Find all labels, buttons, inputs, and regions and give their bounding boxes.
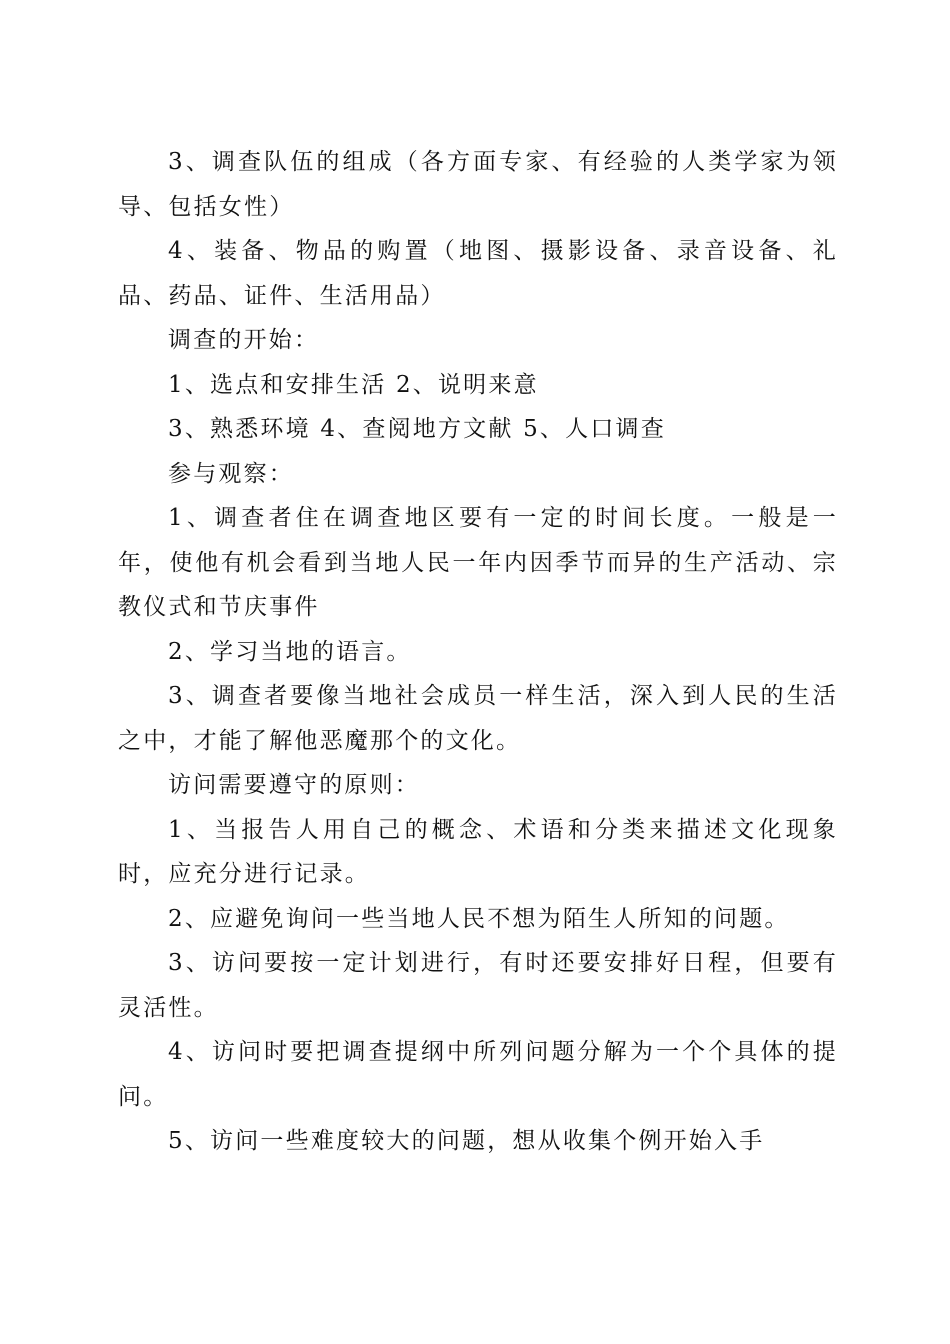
heading-interview-principles: 访问需要遵守的原则： <box>168 772 420 798</box>
paragraph-residence-duration: 1、调查者住在调查地区要有一定的时间长度。一般是一年，使他有机会看到当地人民一年内因季节而异的生产活动、宗教仪式和节庆事件 <box>118 505 838 620</box>
paragraph-environment: 3、熟悉环境 4、查阅地方文献 5、人口调查 <box>168 416 666 442</box>
paragraph-learn-language: 2、学习当地的语言。 <box>168 638 412 665</box>
document-body <box>118 140 838 1164</box>
paragraph-live-like-locals: 3、调查者要像当地社会成员一样生活，深入到人民的生活之中，才能了解他恶魔那个的文化。 <box>118 683 838 754</box>
paragraph-record-concepts: 1、当报告人用自己的概念、术语和分类来描述文化现象时，应充分进行记录。 <box>118 816 838 887</box>
paragraph-equipment: 4、装备、物品的购置（地图、摄影设备、录音设备、礼品、药品、证件、生活用品） <box>118 238 838 309</box>
paragraph-break-down-questions: 4、访问时要把调查提纲中所列问题分解为一个个具体的提问。 <box>118 1039 838 1110</box>
heading-survey-start: 调查的开始： <box>168 327 320 353</box>
paragraph-team-composition: 3、调查队伍的组成（各方面专家、有经验的人类学家为领导、包括女性） <box>118 149 838 220</box>
paragraph-avoid-questions: 2、应避免询问一些当地人民不想为陌生人所知的问题。 <box>168 905 790 932</box>
paragraph-planned-interview: 3、访问要按一定计划进行，有时还要安排好日程，但要有灵活性。 <box>118 950 838 1021</box>
heading-participant-observation: 参与观察： <box>168 460 294 487</box>
paragraph-site-selection: 1、选点和安排生活 2、说明来意 <box>168 371 539 398</box>
paragraph-difficult-questions: 5、访问一些难度较大的问题，想从收集个例开始入手 <box>168 1128 765 1154</box>
